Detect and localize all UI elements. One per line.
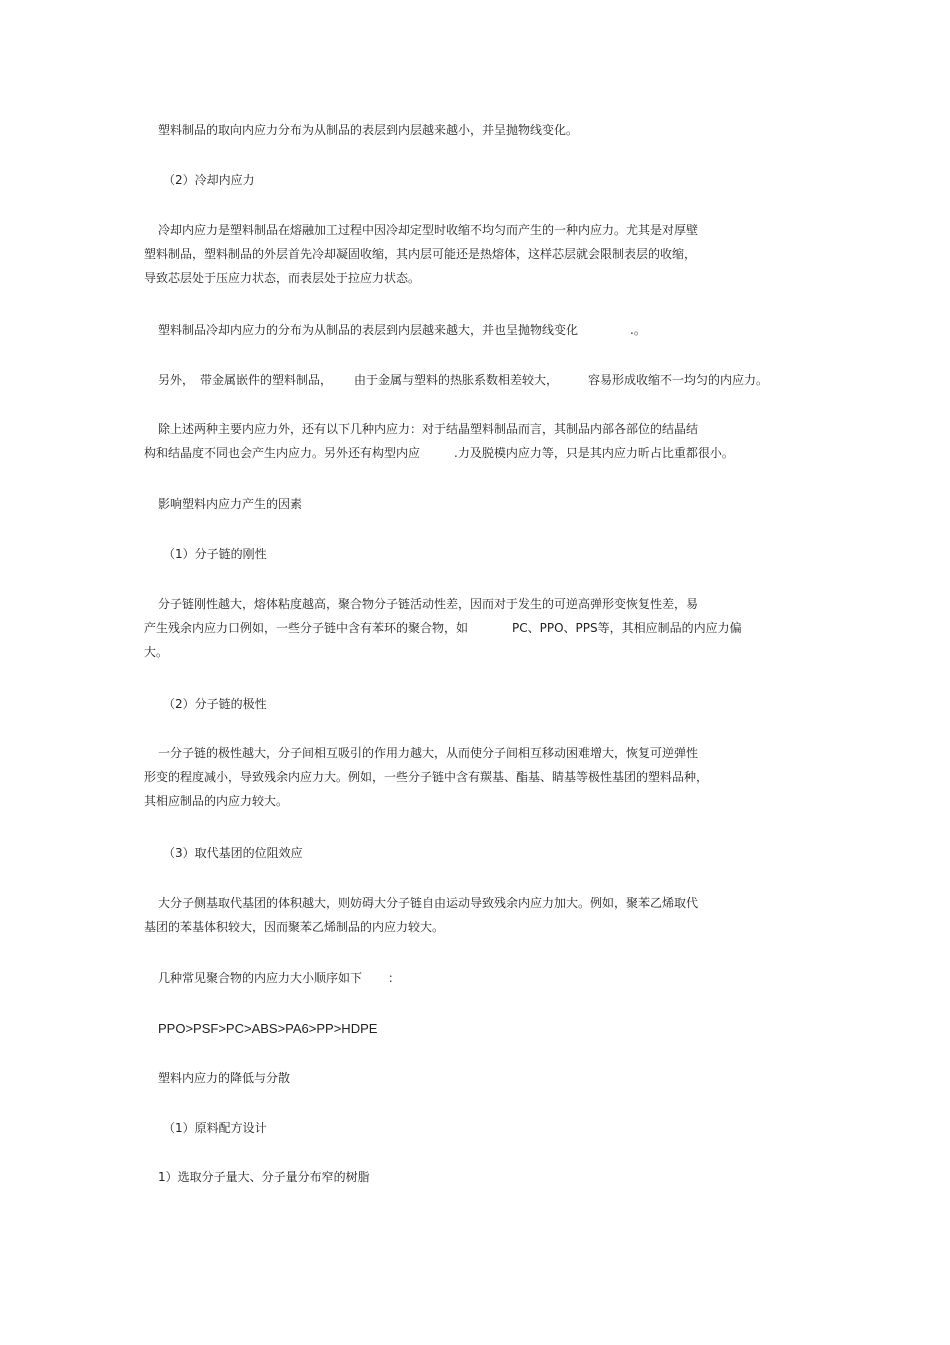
polymer-stress-order: PPO>PSF>PC>ABS>PA6>PP>HDPE <box>158 1021 378 1036</box>
paragraph-cooling-line-1: 冷却内应力是塑料制品在熔融加工过程中因冷却定型时收缩不均匀而产生的一种内应力。尤其是对厚壁 <box>158 223 699 237</box>
paragraph-cooling-distribution <box>158 323 646 337</box>
paragraph-steric-line-1: 大分子侧基取代基团的体积越大，则妨碍大分子链自由运动导致残余内应力加大。例如，聚苯乙烯取代 <box>158 896 699 910</box>
paragraph-metal-insert <box>158 373 768 387</box>
paragraph-rigidity-line-3: 大。 <box>144 645 169 659</box>
heading-steric-effect: （3）取代基团的位阻效应 <box>163 846 303 860</box>
heading-formula-design: （1）原料配方设计 <box>163 1121 267 1135</box>
paragraph-other-stress-line-1: 除上述两种主要内应力外，还有以下几种内应力：对于结晶塑料制品而言，其制品内部各部位的结晶结 <box>158 422 699 436</box>
text-segment: ： <box>388 971 401 985</box>
text-segment: 另外， <box>158 373 195 387</box>
text-segment: 构和结晶度不同也会产生内应力。另外还有构型内应 <box>144 446 421 460</box>
paragraph-rigidity-line-2 <box>144 621 742 635</box>
text-segment: 产生残余内应力口例如，一些分子链中含有苯环的聚合物，如 <box>144 621 469 635</box>
paragraph-polarity-line-3: 其相应制品的内应力较大。 <box>144 794 289 808</box>
text-segment: 由于金属与塑料的热胀系数相差较大， <box>354 373 559 387</box>
heading-influencing-factors: 影响塑料内应力产生的因素 <box>158 497 303 511</box>
text-segment: .力及脱模内应力等，只是其内应力昕占比重都很小。 <box>454 446 734 460</box>
heading-chain-polarity: （2）分子链的极性 <box>163 697 267 711</box>
paragraph-cooling-line-2: 塑料制品，塑料制品的外层首先冷却凝固收缩，其内层可能还是热熔体，这样芯层就会限制表层的收缩， <box>144 247 697 261</box>
heading-chain-rigidity: （1）分子链的刚性 <box>163 547 267 561</box>
paragraph-polarity-line-1: 一分子链的极性越大，分子间相互吸引的作用力越大，从而使分子间相互移动困难增大，恢复可逆弹性 <box>158 746 699 760</box>
text-segment: 塑料制品冷却内应力的分布为从制品的表层到内层越来越大，并也呈抛物线变化 <box>158 323 579 337</box>
text-segment: .。 <box>630 323 646 337</box>
text-segment: 带金属嵌件的塑料制品， <box>200 373 333 387</box>
heading-cooling-stress: （2）冷却内应力 <box>163 173 255 187</box>
text-segment: 容易形成收缩不一均匀的内应力。 <box>588 373 769 387</box>
paragraph-stress-order-intro <box>158 971 400 985</box>
paragraph-rigidity-line-1: 分子链刚性越大，熔体粘度越高，聚合物分子链活动性差，因而对于发生的可逆高弹形变恢复性差，易 <box>158 597 699 611</box>
paragraph-other-stress-line-2 <box>144 446 734 460</box>
paragraph-polarity-line-2: 形变的程度减小，导致残余内应力大。例如，一些分子链中含有羰基、酯基、睛基等极性基团的塑料品种， <box>144 770 709 784</box>
heading-reduce-stress: 塑料内应力的降低与分散 <box>158 1071 291 1085</box>
text-segment: 几种常见聚合物的内应力大小顺序如下 <box>158 971 363 985</box>
list-item-resin-selection: 1）选取分子量大、分子量分布窄的树脂 <box>158 1170 370 1184</box>
paragraph-orientation-distribution: 塑料制品的取向内应力分布为从制品的表层到内层越来越小，并呈抛物线变化。 <box>158 123 579 137</box>
paragraph-cooling-line-3: 导致芯层处于压应力状态，而表层处于拉应力状态。 <box>144 271 421 285</box>
text-segment: PC、PPO、PPS等，其相应制品的内应力偏 <box>512 621 742 635</box>
paragraph-steric-line-2: 基团的苯基体积较大，因而聚苯乙烯制品的内应力较大。 <box>144 920 445 934</box>
